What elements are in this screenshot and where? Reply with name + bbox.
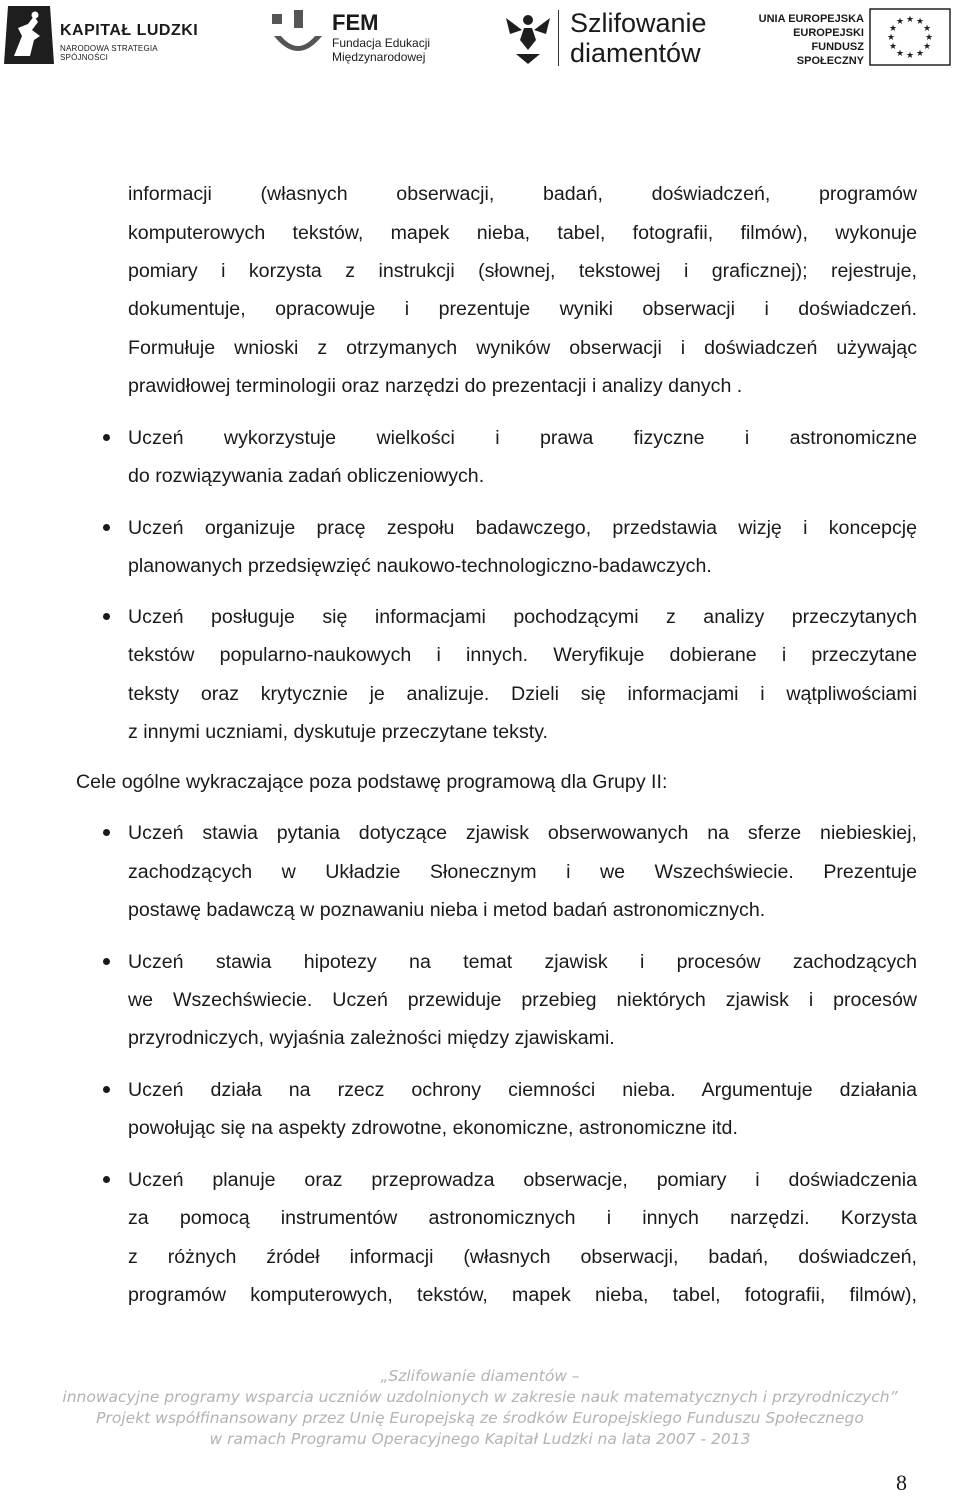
svg-text:★: ★: [915, 49, 925, 59]
bullet-icon: [103, 524, 110, 531]
bullet-icon: [103, 613, 110, 620]
list-item-line: Uczeń stawia hipotezy na temat zjawisk i procesów zachodzących: [128, 951, 917, 973]
eu-logo: [742, 8, 956, 72]
svg-text:★: ★: [895, 49, 905, 59]
svg-text:★: ★: [922, 24, 932, 34]
footer-line2: innowacyjne programy wsparcia uczniów uzdolnionych w zakresie nauk matematycznych i przyrodniczych”: [62, 1388, 898, 1406]
szlifowanie-diamentow-logo: [502, 6, 712, 70]
eu-line2: EUROPEJSKI: [793, 27, 864, 39]
bullet-icon: [103, 958, 110, 965]
list-item-line: planowanych przedsięwzięć naukowo-technologiczno-badawczych.: [128, 555, 712, 577]
fem-line1: Fundacja Edukacji: [332, 36, 431, 50]
svg-text:★: ★: [905, 51, 915, 61]
list-item-line: za pomocą instrumentów astronomicznych i innych narzędzi. Korzysta: [128, 1207, 917, 1229]
fem-line2: Międzynarodowej: [332, 50, 426, 64]
kapital-ludzki-name: KAPITAŁ LUDZKI: [60, 22, 199, 39]
svg-text:★: ★: [922, 42, 932, 52]
list-item-line: tekstów popularno-naukowych i innych. Weryfikuje dobierane i przeczytane: [128, 644, 917, 666]
page-header: [0, 0, 960, 80]
footer-line1: „Szlifowanie diamentów –: [380, 1367, 580, 1385]
list-item-line: z różnych źródeł informacji (własnych obserwacji, badań, doświadczeń,: [128, 1246, 917, 1268]
bullet-icon: [103, 434, 110, 441]
list-item-line: postawę badawczą w poznawaniu nieba i metod badań astronomicznych.: [128, 899, 766, 921]
svg-text:★: ★: [888, 24, 898, 34]
szlifowanie-line1: Szlifowanie: [570, 8, 707, 38]
list-item-line: programów komputerowych, tekstów, mapek nieba, tabel, fotografii, filmów),: [128, 1284, 917, 1306]
list-item-line: Uczeń stawia pytania dotyczące zjawisk obserwowanych na sferze niebieskiej,: [128, 822, 917, 844]
eu-line3: FUNDUSZ SPOŁECZNY: [796, 41, 864, 67]
svg-text:★: ★: [915, 17, 925, 27]
fem-name: FEM: [332, 10, 379, 35]
footer-line3: Projekt współfinansowany przez Unię Europejską ze środków Europejskiego Funduszu Społecznego: [96, 1409, 864, 1427]
section-heading: Cele ogólne wykraczające poza podstawę programową dla Grupy II:: [76, 771, 668, 793]
text-line: komputerowych tekstów, mapek nieba, tabel, fotografii, filmów), wykonuje: [128, 222, 917, 244]
eu-text: [742, 12, 864, 68]
szlifowanie-line2: diamentów: [570, 38, 701, 68]
kapital-ludzki-emblem-icon: [4, 6, 54, 64]
eu-line1: UNIA EUROPEJSKA: [758, 13, 864, 25]
kapital-ludzki-logo: [4, 6, 204, 66]
fem-logo: [270, 8, 440, 68]
logo-separator: [558, 10, 559, 66]
bullet-icon: [103, 1176, 110, 1183]
svg-text:★: ★: [895, 17, 905, 27]
list-item-line: Uczeń planuje oraz przeprowadza obserwacje, pomiary i doświadczenia: [128, 1169, 917, 1191]
text-line: Formułuje wnioski z otrzymanych wyników obserwacji i doświadczeń używając: [128, 337, 917, 359]
list-item-line: powołując się na aspekty zdrowotne, ekonomiczne, astronomiczne itd.: [128, 1117, 738, 1139]
text-line: prawidłowej terminologii oraz narzędzi do prezentacji i analizy danych .: [128, 375, 743, 397]
list-item-line: Uczeń posługuje się informacjami pochodzącymi z analizy przeczytanych: [128, 606, 917, 628]
bullet-icon: [103, 829, 110, 836]
list-item-line: we Wszechświecie. Uczeń przewiduje przebieg niektórych zjawisk i procesów: [128, 989, 917, 1011]
list-item-line: Uczeń organizuje pracę zespołu badawczego, przedstawia wizję i koncepcję: [128, 517, 917, 539]
list-item-line: teksty oraz krytycznie je analizuje. Dzieli się informacjami i wątpliwościami: [128, 683, 917, 705]
page-number: 8: [896, 1470, 907, 1495]
fem-emblem-icon: [270, 8, 326, 64]
svg-text:★: ★: [888, 42, 898, 52]
list-item-line: z innymi uczniami, dyskutuje przeczytane teksty.: [128, 721, 548, 743]
bullet-icon: [103, 1086, 110, 1093]
list-item-line: przyrodniczych, wyjaśnia zależności między zjawiskami.: [128, 1027, 615, 1049]
eu-flag-icon: [869, 8, 951, 66]
svg-text:★: ★: [905, 15, 915, 25]
text-line: pomiary i korzysta z instrukcji (słownej, tekstowej i graficznej); rejestruje,: [128, 260, 917, 282]
text-line: dokumentuje, opracowuje i prezentuje wyniki obserwacji i doświadczeń.: [128, 298, 917, 320]
list-item-line: Uczeń działa na rzecz ochrony ciemności nieba. Argumentuje działania: [128, 1079, 917, 1101]
footer-line4: w ramach Programu Operacyjnego Kapitał Ludzki na lata 2007 - 2013: [209, 1430, 751, 1448]
list-item-line: Uczeń wykorzystuje wielkości i prawa fizyczne i astronomiczne: [128, 427, 917, 449]
list-item-line: zachodzących w Układzie Słonecznym i we Wszechświecie. Prezentuje: [128, 861, 917, 883]
kapital-ludzki-subtitle: NARODOWA STRATEGIA SPÓJNOŚCI: [60, 44, 158, 62]
list-item-line: do rozwiązywania zadań obliczeniowych.: [128, 465, 485, 487]
text-line: informacji (własnych obserwacji, badań, doświadczeń, programów: [128, 183, 917, 205]
diamond-figure-icon: [502, 10, 554, 66]
page-footer: [0, 1366, 960, 1450]
svg-text:★: ★: [886, 33, 896, 43]
svg-text:★: ★: [924, 33, 934, 43]
